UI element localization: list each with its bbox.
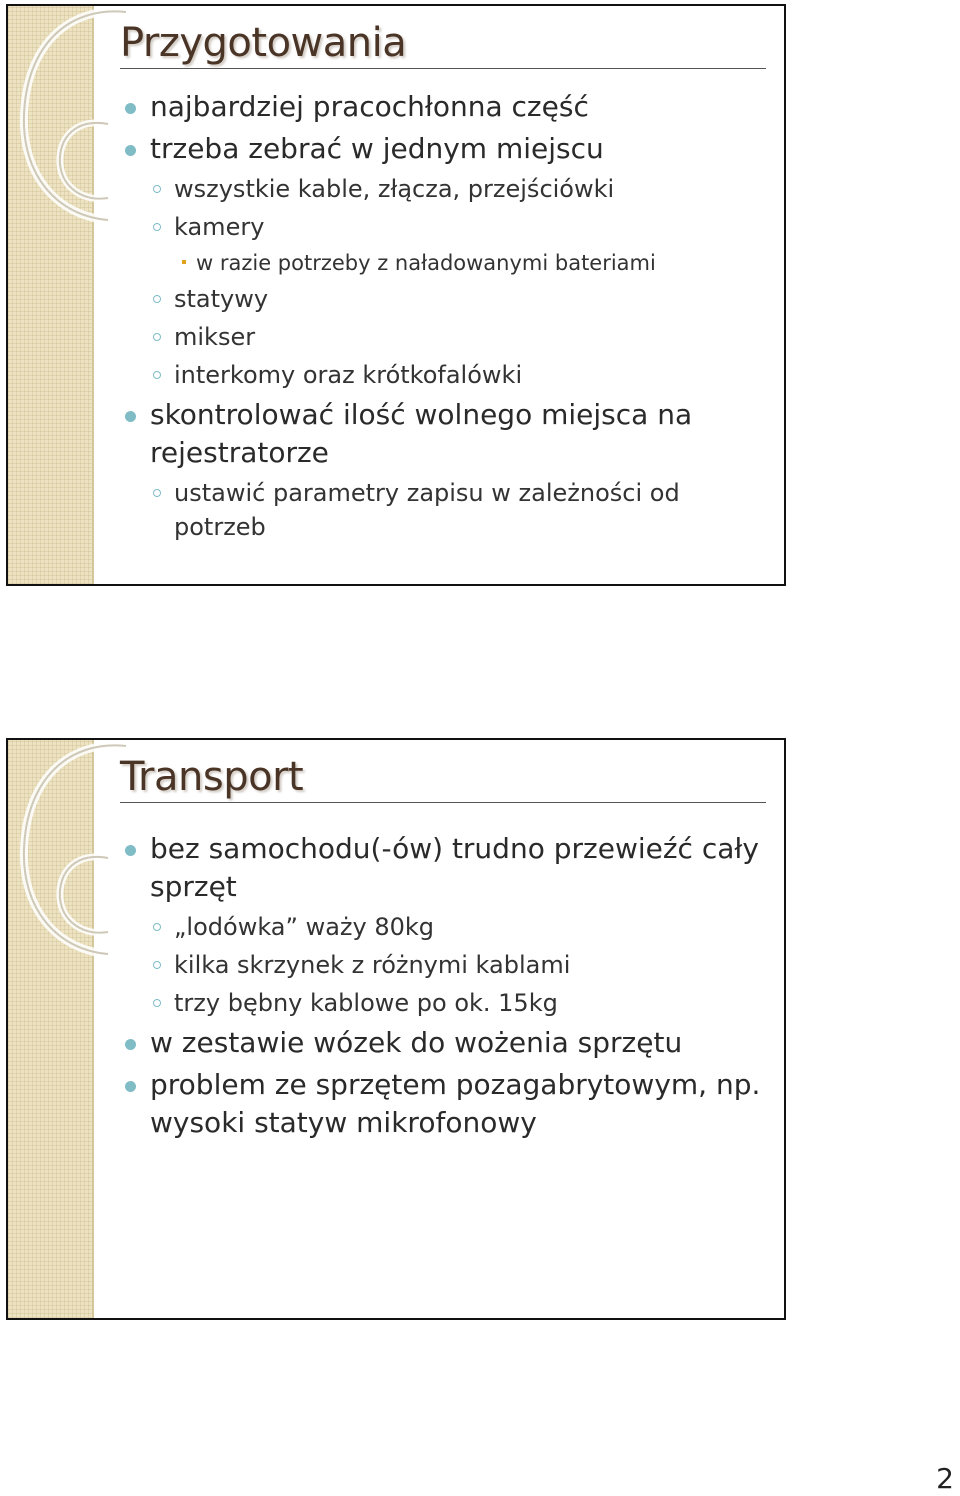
sub-bullet-item: kamery bbox=[120, 210, 770, 244]
title-divider bbox=[120, 802, 766, 803]
bullet-item: trzeba zebrać w jednym miejscu bbox=[120, 130, 770, 168]
sub-bullet-item: mikser bbox=[120, 320, 770, 354]
title-divider bbox=[120, 68, 766, 69]
sub-sub-bullet-item: w razie potrzeby z naładowanymi bateriami bbox=[120, 248, 770, 278]
slide-przygotowania bbox=[6, 4, 786, 586]
bullet-item: skontrolować ilość wolnego miejsca na rejestratorze bbox=[120, 396, 770, 472]
bullet-list bbox=[120, 84, 770, 548]
sub-bullet-item: statywy bbox=[120, 282, 770, 316]
page-number: 2 bbox=[936, 1462, 954, 1495]
swirl-decoration bbox=[8, 740, 138, 1000]
bullet-item: bez samochodu(-ów) trudno przewieźć cały sprzęt bbox=[120, 830, 770, 906]
sub-bullet-item: trzy bębny kablowe po ok. 15kg bbox=[120, 986, 770, 1020]
slide-transport bbox=[6, 738, 786, 1320]
sub-bullet-item: interkomy oraz krótkofalówki bbox=[120, 358, 770, 392]
bullet-item: najbardziej pracochłonna część bbox=[120, 88, 770, 126]
bullet-item: problem ze sprzętem pozagabrytowym, np. wysoki statyw mikrofonowy bbox=[120, 1066, 770, 1142]
bullet-item: w zestawie wózek do wożenia sprzętu bbox=[120, 1024, 770, 1062]
sub-bullet-item: wszystkie kable, złącza, przejściówki bbox=[120, 172, 770, 206]
bullet-list bbox=[120, 826, 770, 1146]
slide-title: Transport bbox=[120, 754, 304, 800]
sub-bullet-item: ustawić parametry zapisu w zależności od potrzeb bbox=[120, 476, 770, 544]
sub-bullet-item: „lodówka” waży 80kg bbox=[120, 910, 770, 944]
swirl-decoration bbox=[8, 6, 138, 266]
slide-title: Przygotowania bbox=[120, 20, 407, 66]
sub-bullet-item: kilka skrzynek z różnymi kablami bbox=[120, 948, 770, 982]
